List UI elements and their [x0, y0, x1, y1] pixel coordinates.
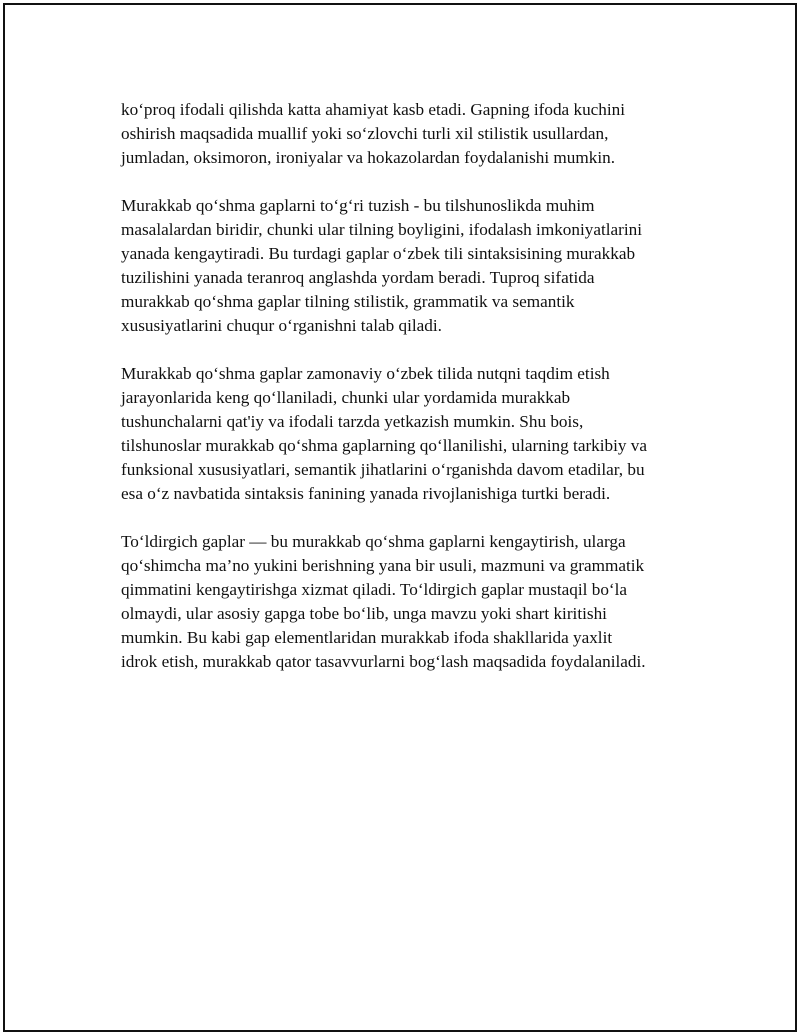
text-line: To‘ldirgich gaplar — bu murakkab qo‘shma gaplarni kengaytirish, ularga [121, 532, 626, 551]
text-line: funksional xususiyatlari, semantik jihatlarini o‘rganishda davom etadilar, bu [121, 460, 645, 479]
paragraph-2 [121, 194, 711, 338]
text-line: xususiyatlarini chuqur o‘rganishni talab qiladi. [121, 316, 442, 335]
text-line: olmaydi, ular asosiy gapga tobe bo‘lib, unga mavzu yoki shart kiritishi [121, 604, 607, 623]
text-line: jarayonlarida keng qo‘llaniladi, chunki ular yordamida murakkab [121, 388, 571, 407]
text-line: qo‘shimcha ma’no yukini berishning yana bir usuli, mazmuni va grammatik [121, 556, 645, 575]
text-line: jumladan, oksimoron, ironiyalar va hokazolardan foydalanishi mumkin. [121, 148, 616, 167]
text-line: masalalardan biridir, chunki ular tilning boyligini, ifodalash imkoniyatlarini [121, 220, 643, 239]
text-line: Murakkab qo‘shma gaplar zamonaviy o‘zbek tilida nutqni taqdim etish [121, 364, 610, 383]
text-line: mumkin. Bu kabi gap elementlaridan murakkab ifoda shakllarida yaxlit [121, 628, 613, 647]
text-line: tushunchalarni qat'iy va ifodali tarzda yetkazish mumkin. Shu bois, [121, 412, 584, 431]
text-line: tilshunoslar murakkab qo‘shma gaplarning qo‘llanilishi, ularning tarkibiy va [121, 436, 648, 455]
text-line: ko‘proq ifodali qilishda katta ahamiyat kasb etadi. Gapning ifoda kuchini [121, 100, 626, 119]
paragraph-1 [121, 98, 711, 170]
document-body [121, 98, 711, 698]
page-frame [3, 3, 797, 1032]
paragraph-4 [121, 530, 711, 674]
text-line: murakkab qo‘shma gaplar tilning stilistik, grammatik va semantik [121, 292, 575, 311]
text-line: esa o‘z navbatida sintaksis fanining yanada rivojlanishiga turtki beradi. [121, 484, 611, 503]
text-line: idrok etish, murakkab qator tasavvurlarni bog‘lash maqsadida foydalaniladi. [121, 652, 646, 671]
text-line: qimmatini kengaytirishga xizmat qiladi. To‘ldirgich gaplar mustaqil bo‘la [121, 580, 628, 599]
text-line: oshirish maqsadida muallif yoki so‘zlovchi turli xil stilistik usullardan, [121, 124, 609, 143]
text-line: Murakkab qo‘shma gaplarni to‘g‘ri tuzish - bu tilshunoslikda muhim [121, 196, 595, 215]
paragraph-3 [121, 362, 711, 506]
text-line: yanada kengaytiradi. Bu turdagi gaplar o‘zbek tili sintaksisining murakkab [121, 244, 636, 263]
text-line: tuzilishini yanada teranroq anglashda yordam beradi. Tuproq sifatida [121, 268, 595, 287]
